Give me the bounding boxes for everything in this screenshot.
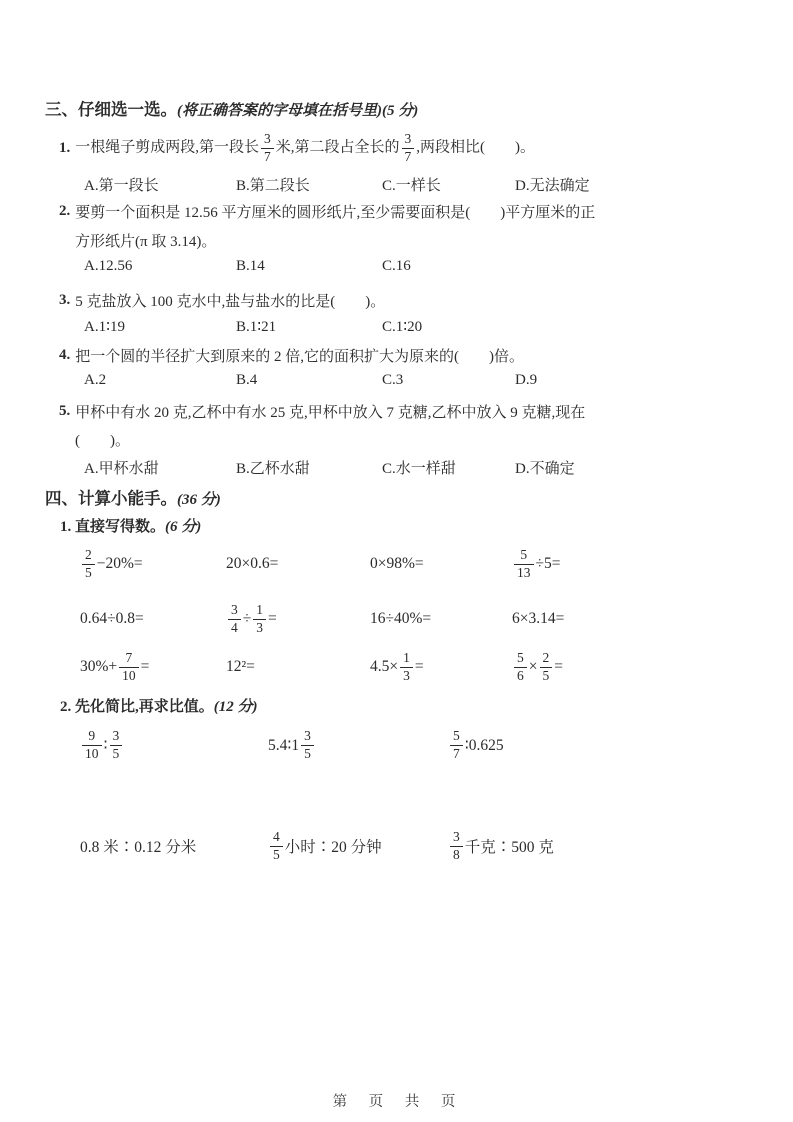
fraction: $\frac{5}{7}$ (450, 729, 463, 761)
calc-row-2 (80, 596, 760, 642)
fraction: $\frac{3}{7}$ (402, 132, 415, 164)
subsection-4-2-score: (12 分) (213, 699, 258, 715)
question-3-text: 5 克盐放入 100 克水中,盐与盐水的比是( )。 (75, 294, 386, 310)
section-3-title: 三、仔细选一选。 (45, 100, 177, 119)
question-4 (59, 345, 524, 366)
option-q3-c: C.1∶20 (382, 319, 423, 335)
fraction: $\frac{7}{10}$ (119, 651, 139, 683)
option-q1-d: D.无法确定 (515, 178, 590, 194)
option-q2-b: B.14 (236, 258, 265, 274)
ratio-row-2 (80, 822, 760, 870)
calc-expression: 0.64÷0.8= (80, 610, 144, 627)
option-q5-b: B.乙杯水甜 (236, 461, 310, 477)
calc-expression: 6×3.14= (512, 610, 565, 627)
subsection-4-2-title: 2. 先化简比,再求比值。 (60, 699, 214, 715)
option-q4-a: A.2 (84, 372, 107, 388)
calc-expression: $\frac{3}{4}$ ÷ $\frac{1}{3}$ = (226, 603, 370, 635)
question-4-options (84, 372, 537, 389)
question-1-options (84, 174, 590, 195)
option-q5-d: D.不确定 (515, 461, 575, 477)
section-3-header (45, 96, 418, 120)
question-1-number: 1. (59, 139, 71, 156)
option-q1-c: C.一样长 (382, 178, 441, 194)
option-q2-a: A.12.56 (84, 258, 133, 274)
option-q5-a: A.甲杯水甜 (84, 461, 159, 477)
ratio-expression: $\frac{3}{8}$ 千克∶500 克 (448, 830, 760, 862)
ratio-expression: 5.4∶1 $\frac{3}{5}$ (268, 729, 448, 761)
fraction: $\frac{3}{5}$ (301, 729, 314, 761)
section-4-score: (36 分) (177, 492, 221, 508)
question-1-text: 一根绳子剪成两段,第一段长 $\frac{3}{7}$ 米,第二段占全长的 $\frac{3}{7}$ ,两段相比( )。 (75, 130, 536, 164)
question-2-text-line2: 方形纸片(π 取 3.14)。 (75, 234, 217, 250)
calc-expression: 4.5× $\frac{1}{3}$ = (370, 649, 424, 683)
fraction: $\frac{3}{4}$ (228, 603, 241, 635)
question-5-options (84, 457, 575, 478)
calc-expression: 30%+ $\frac{7}{10}$ = (80, 649, 150, 683)
calc-expression: 16÷40%= (370, 610, 432, 627)
calc-expression: 12²= (226, 658, 255, 675)
subsection-4-1-score: (6 分) (165, 519, 202, 535)
option-q3-a: A.1∶19 (84, 319, 125, 335)
section-3-note: (将正确答案的字母填在括号里) (177, 103, 382, 119)
option-q3-b: B.1∶21 (236, 319, 277, 335)
question-5 (59, 401, 585, 422)
question-4-text: 把一个圆的半径扩大到原来的 2 倍,它的面积扩大为原来的( )倍。 (75, 349, 524, 365)
question-2-text-line1: 要剪一个面积是 12.56 平方厘米的圆形纸片,至少需要面积是( )平方厘米的正 (75, 205, 596, 221)
subsection-4-1-label (60, 515, 201, 536)
question-2-number: 2. (59, 203, 71, 219)
fraction: $\frac{3}{7}$ (261, 132, 274, 164)
option-q5-c: C.水一样甜 (382, 461, 456, 477)
section-3-score: (5 分) (382, 103, 419, 119)
fraction: $\frac{1}{3}$ (253, 603, 266, 635)
ratio-expression: $\frac{9}{10}$ ∶ $\frac{3}{5}$ (80, 729, 268, 761)
calc-expression: $\frac{2}{5}$ −20%= (80, 548, 226, 580)
calc-expression: 0×98%= (370, 555, 424, 572)
fraction: $\frac{5}{6}$ (514, 651, 527, 683)
calc-expression: $\frac{5}{6}$ × $\frac{2}{5}$ = (512, 651, 760, 683)
option-q4-d: D.9 (515, 372, 538, 388)
question-3-options (84, 317, 515, 336)
fraction: $\frac{4}{5}$ (270, 830, 283, 862)
question-3-number: 3. (59, 292, 71, 308)
ratio-expression: $\frac{5}{7}$ ∶0.625 (448, 729, 760, 761)
page-footer: 第 页 共 页 (332, 1094, 461, 1110)
fraction: $\frac{2}{5}$ (82, 548, 95, 580)
fraction: $\frac{9}{10}$ (82, 729, 102, 761)
section-4-header (45, 485, 221, 509)
ratio-expression: $\frac{4}{5}$ 小时∶20 分钟 (268, 830, 448, 862)
question-5-text-line2: ( )。 (75, 433, 130, 449)
question-5-text-line1: 甲杯中有水 20 克,乙杯中有水 25 克,甲杯中放入 7 克糖,乙杯中放入 9 克糖,现在 (75, 405, 586, 421)
question-4-number: 4. (59, 347, 71, 363)
ratio-expression: 0.8 米∶0.12 分米 (80, 839, 197, 856)
calc-row-1 (80, 540, 760, 588)
section-4-title: 四、计算小能手。 (45, 489, 177, 508)
option-q4-c: C.3 (382, 372, 404, 388)
question-5-number: 5. (59, 403, 71, 419)
fraction: $\frac{1}{3}$ (400, 651, 413, 683)
fraction: $\frac{2}{5}$ (540, 651, 553, 683)
question-5-continuation (75, 429, 130, 450)
question-1 (59, 126, 535, 170)
calc-row-3 (80, 643, 760, 691)
option-q1-b: B.第二段长 (236, 178, 310, 194)
option-q4-b: B.4 (236, 372, 258, 388)
calc-expression: 20×0.6= (226, 555, 279, 572)
option-q1-a: A.第一段长 (84, 178, 159, 194)
fraction: $\frac{3}{5}$ (110, 729, 123, 761)
question-2 (59, 201, 595, 222)
question-3 (59, 290, 385, 311)
question-2-options (84, 258, 515, 275)
subsection-4-2-label (60, 695, 258, 716)
fraction: $\frac{5}{13}$ (514, 548, 534, 580)
calc-expression: $\frac{5}{13}$ ÷5= (512, 548, 760, 580)
question-2-continuation (75, 230, 216, 251)
ratio-row-1 (80, 721, 760, 769)
subsection-4-1-title: 1. 直接写得数。 (60, 519, 166, 535)
option-q2-c: C.16 (382, 258, 411, 274)
fraction: $\frac{3}{8}$ (450, 830, 463, 862)
